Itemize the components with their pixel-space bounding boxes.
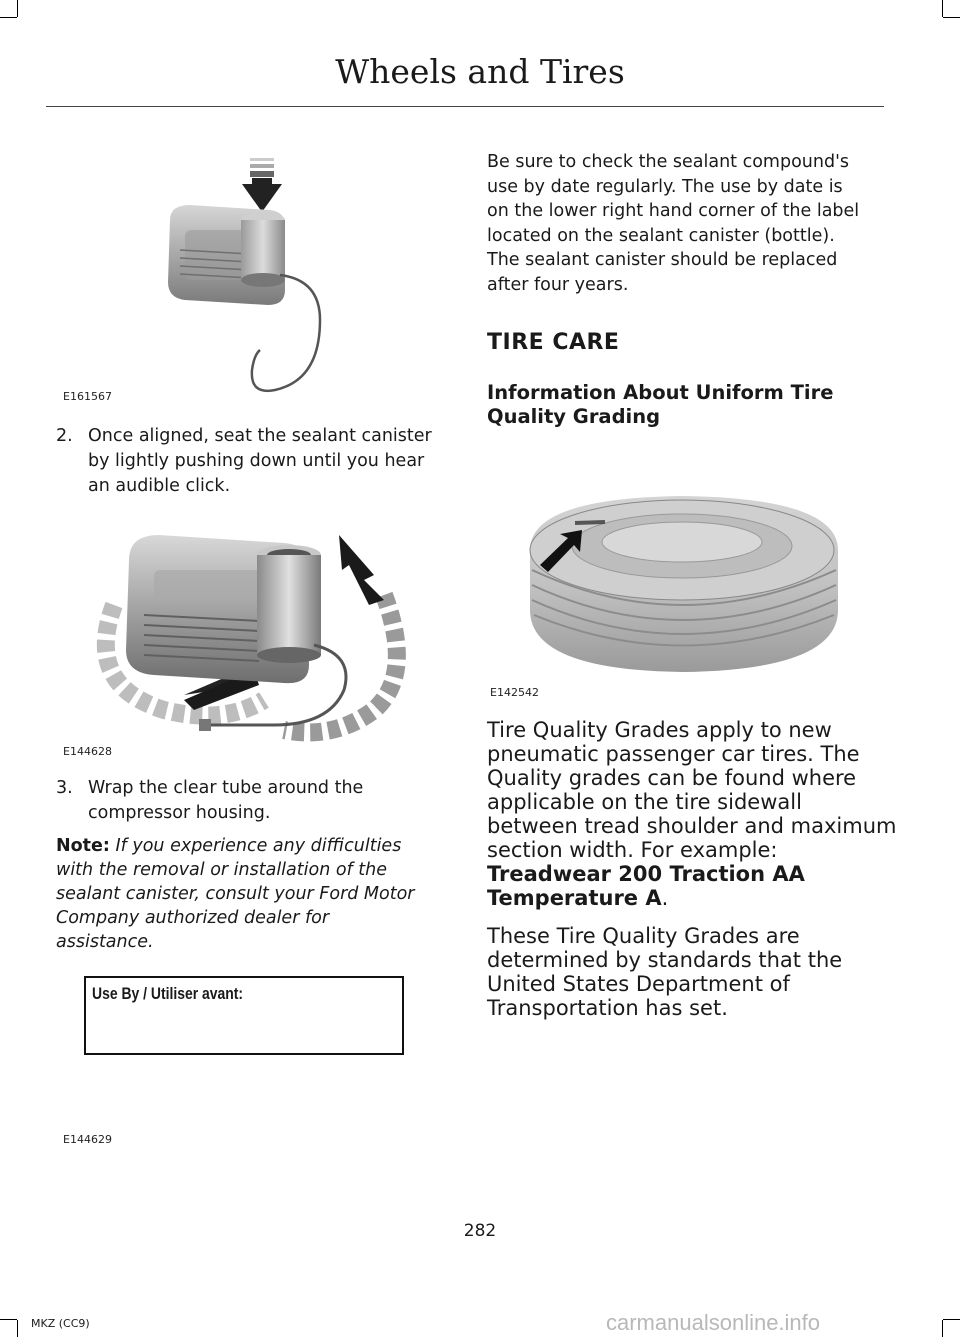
step-2	[56, 424, 456, 499]
step-text-line: Wrap the clear tube around the	[88, 778, 364, 798]
page-title: Wheels and Tires	[335, 52, 625, 91]
example-line: Treadwear 200 Traction AA	[487, 862, 805, 886]
heading-line: Quality Grading	[487, 405, 661, 428]
step-text-line: an audible click.	[88, 476, 231, 496]
compressor-push-down-illustration	[150, 150, 350, 400]
note-text: If you experience any difficulties	[109, 836, 402, 856]
crop-mark	[943, 1319, 960, 1320]
header-divider	[46, 106, 884, 107]
paragraph-line: United States Department of	[487, 972, 790, 996]
paragraph-line: Be sure to check the sealant compound's	[487, 152, 850, 172]
note-line	[56, 882, 456, 906]
paragraph-line: section width. For example:	[487, 838, 778, 862]
heading-line: Information About Uniform Tire	[487, 381, 834, 404]
paragraph-line: pneumatic passenger car tires. The	[487, 742, 860, 766]
use-by-label-text: Use By / Utiliser avant:	[92, 984, 244, 1003]
model-code: MKZ (CC9)	[31, 1317, 90, 1330]
tire-sidewall-illustration	[520, 490, 845, 675]
figure-code: E142542	[490, 686, 539, 699]
example-text: Temperature A	[487, 886, 662, 910]
crop-mark	[942, 1320, 943, 1337]
note-paragraph	[56, 834, 456, 954]
figure-code: E161567	[63, 390, 112, 403]
crop-mark	[942, 0, 943, 17]
crop-mark	[17, 1320, 18, 1337]
note-text: sealant canister, consult your Ford Motor	[56, 884, 415, 904]
note-line	[56, 930, 456, 954]
paragraph-line: on the lower right hand corner of the label	[487, 201, 860, 221]
note-text: with the removal or installation of the	[56, 860, 387, 880]
paragraph-line: between tread shoulder and maximum	[487, 814, 897, 838]
note-text: Company authorized dealer for	[56, 908, 330, 928]
page-number: 282	[463, 1221, 497, 1241]
figure-code: E144629	[63, 1133, 112, 1146]
paragraph-line: Quality grades can be found where	[487, 766, 857, 790]
site-watermark: carmanualsonline.info	[606, 1310, 821, 1335]
crop-mark	[0, 1319, 17, 1320]
paragraph-line: determined by standards that the	[487, 948, 843, 972]
example-line	[487, 886, 897, 910]
step-number: 2.	[56, 426, 73, 446]
crop-mark	[0, 17, 17, 18]
paragraph-line: applicable on the tire sidewall	[487, 790, 802, 814]
step-text-line: Once aligned, seat the sealant canister	[88, 426, 432, 446]
note-line	[56, 906, 456, 930]
example-period: .	[661, 886, 669, 910]
subsection-heading	[487, 381, 833, 429]
section-heading: TIRE CARE	[487, 330, 620, 355]
use-by-label-box	[84, 976, 404, 1055]
step-3	[56, 776, 456, 826]
note-text: assistance.	[56, 932, 154, 952]
note-line	[56, 858, 456, 882]
paragraph-line: located on the sealant canister (bottle).	[487, 225, 835, 246]
paragraph-line: Transportation has set.	[487, 996, 728, 1020]
paragraph-line: These Tire Quality Grades are	[487, 924, 800, 948]
step-text-line: compressor housing.	[88, 803, 271, 823]
note-line	[56, 834, 456, 858]
crop-mark	[943, 17, 960, 18]
paragraph-line: after four years.	[487, 274, 629, 295]
paragraph-line: The sealant canister should be replaced	[487, 250, 838, 270]
quality-grades-paragraph	[487, 718, 897, 910]
step-text-line: by lightly pushing down until you hear	[88, 451, 425, 471]
standards-paragraph	[487, 924, 897, 1020]
compressor-rotate-illustration	[84, 515, 414, 745]
crop-mark	[17, 0, 18, 17]
figure-code: E144628	[63, 745, 112, 758]
step-number: 3.	[56, 778, 73, 798]
note-label: Note:	[56, 836, 110, 856]
paragraph-line: use by date regularly. The use by date is	[487, 176, 843, 197]
sealant-use-by-paragraph	[487, 150, 887, 297]
paragraph-line: Tire Quality Grades apply to new	[487, 718, 832, 742]
